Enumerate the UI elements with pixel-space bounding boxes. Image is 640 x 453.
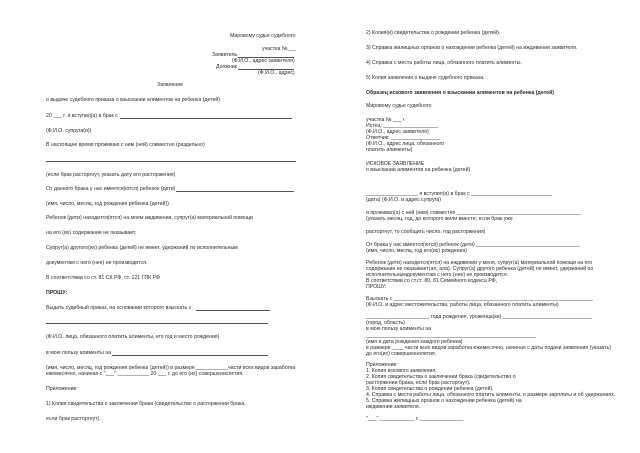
claim-attachment-3: 3. Копия свидетельства о рождении ребенка (детей). (366, 386, 494, 392)
sample-title: Образец искового заявления о взыскании алиментов на ребенка (детей) (366, 90, 554, 96)
claim-child-line: ___________________________________________________________ (366, 333, 537, 339)
claim-attachments-heading: Приложение: (366, 362, 398, 368)
payer-hint: (Ф.И.О. лица, обязанного платить алименты, его год и место рождения) (46, 334, 220, 340)
children-statement: От данного брака у нас имеется(ются) ребенок (дети) (46, 186, 176, 192)
claim-amount: в размере ____ части всех видов заработка ежемесячно, начиная с даты подачи заявления (указать) (366, 345, 612, 351)
sample-addressee: Мировому судье судебного (366, 103, 432, 109)
claim-attachment-2: 2. Копия свидетельства о заключении брака (свидетельство о (366, 374, 516, 380)
claim-title: ИСКОВОЕ ЗАЯВЛЕНИЕ (366, 161, 425, 167)
document-heading: Заявление (157, 82, 184, 88)
claim-attachment-5-cont: иждивении заявителя. (366, 404, 421, 410)
claim-dependency: Ребенок (дети) находится(ятся) на иждивении у меня, супруг(а) материальной помощи на его (366, 260, 593, 266)
plaintiff-label: Истец: ___________________ (366, 123, 439, 129)
claim-children: От брака у нас имеется(ются) ребенок (дети) ____________________________________ (366, 242, 581, 248)
payer-details-line (46, 323, 268, 324)
claim-attachment-4: 4. Справка с места работы лица, обязанного платить алименты, о размере зарплаты и об удержаниях. (366, 392, 616, 398)
claim-recover-hint: (Ф.И.О. и адрес местожительства, работы лица, обязанного платить алименты) (366, 302, 559, 308)
attachment-2: 2) Копия(и) свидетельства о рождении ребенка (детей). (366, 30, 501, 36)
claim-cohabitation-hint: (указать месяц, год, до которого жили вместе; если брак уже (366, 216, 513, 222)
attachment-3: 3) Справка жилищных органов о нахождении ребенка (детей) на иждивении заявителя. (366, 45, 578, 51)
court-district: участка №___ (262, 46, 297, 52)
sample-claim-page (320, 0, 640, 453)
claim-attachment-5: 5. Справка жилищных органов о нахождении ребенка (детей) на (366, 398, 522, 404)
divorce-hint: (если брак расторгнут, указать дату его расторжения) (46, 172, 176, 178)
attachments-heading: Приложение: (46, 386, 78, 392)
claim-dependency-3: исполнительнымдокументам с него (нее) не производится. (366, 272, 509, 278)
addressee: Мировому судье судебного (230, 33, 296, 39)
plaintiff-hint: (Ф.И.О., адрес заявителя) (366, 129, 429, 135)
debtor-hint: (Ф.И.О., адрес) (258, 70, 295, 76)
no-other-children: Супруг(а) другого(их) ребенка (детей) не имеет, удержаний по исполнительным (46, 245, 238, 251)
attachment-5: 5) Копия заявления о выдаче судебного приказа. (366, 75, 485, 81)
children-hint: (имя, число, месяц, год рождения ребенка (детей)) (46, 201, 169, 207)
sample-district: участка № ___ г (366, 117, 405, 123)
claim-cohabitation: и проживал(а) с ней (ним) совместно ___________________________________________ (366, 210, 581, 216)
applicant-label: Заявитель (212, 52, 238, 58)
claim-children-hint: (имя, число, месяц, год его(их) рождения) (366, 248, 467, 254)
claim-subtitle: о взыскании алиментов на ребенка (детей) (366, 167, 471, 173)
request-text: Выдать судебный приказ, на основании которого взыскать с (46, 305, 192, 311)
signature-date-line: "___" ____________ г. _______________ (366, 416, 464, 422)
legal-basis: В соответствии со ст. 81 СК РФ, ст. 121 ГПК РФ (46, 275, 160, 281)
claim-dependency-2: содержание не оказывает(ал, ала). Супруг(а) другого ребенка (детей) не имеет, удержаний по (366, 266, 594, 272)
claim-child-hint: (имя и дата рождения каждого ребенка) (366, 339, 463, 345)
spouse-line (120, 118, 292, 119)
claim-birth-hint: (город, область) (366, 320, 405, 326)
defendant-label: Ответчик: _________________ (366, 135, 440, 141)
payer-line (196, 310, 270, 311)
claim-recover-from: Взыскать с _____________________________________________________________________ (366, 296, 593, 302)
child-line (112, 355, 268, 356)
dependency-statement: Ребенок (дети) находится(ятся) на моем иждивении, супруг(а) материальной помощи (46, 215, 253, 221)
attachment-1: 1) Копия свидетельства о заключении брака (свидетельство о расторжении брака, (46, 401, 246, 407)
claim-request-heading: ПРОШУ: (366, 284, 387, 290)
claim-divorce: расторгнут, то сообщить число, год расторжения) (366, 229, 486, 235)
claim-legal-basis: В соответствии со ст.ст. 80, 81 Семейного кодекса РФ, (366, 278, 498, 284)
document-subheading: о выдаче судебного приказа о взыскании алиментов на ребенка (детей) (46, 97, 221, 103)
marriage-statement: 20 ___ г. я вступил(а) в брак с (46, 113, 118, 119)
divorce-line (46, 161, 296, 162)
alimony-start: ежемесячно, начиная с "___" ___________ 20 ___ г. до его (их) совершеннолетия. (46, 371, 244, 377)
dependency-statement-cont: на его (их) содержание не оказывает. (46, 230, 137, 236)
defendant-hint-cont: платить алименты) (366, 147, 413, 153)
no-other-children-cont: документам с него (нее) не производится. (46, 260, 148, 266)
claim-attachment-2-cont: расторжении брака, если брак расторгнут). (366, 380, 471, 386)
spouse-hint: (Ф.И.О. супруга(и)) (46, 128, 92, 134)
claim-marriage-hint: (дата) (Ф.И.О. и адрес супруга) (366, 197, 441, 203)
claim-birth: ______________________ года рождения, уроженца(ки) _______________________________ (366, 314, 593, 320)
attachment-4: 4) Справка с места работы лица, обязанного платить алименты. (366, 60, 522, 66)
defendant-hint: (Ф.И.О., адрес лица, обязанного (366, 141, 445, 147)
claim-attachment-1: 1. Копия искового заявления. (366, 368, 437, 374)
claim-alimony-for: в мою пользу алименты на (366, 326, 432, 332)
request-heading: ПРОШУ: (46, 290, 68, 296)
alimony-amount: (имя, число, месяц, год рождения ребенка (детей)) в размере ___________части всех видов заработка (46, 365, 296, 371)
children-line (176, 191, 294, 192)
attachment-1-cont: если брак расторгнут). (46, 416, 101, 422)
alimony-for: в мою пользу алименты на (46, 350, 112, 356)
debtor-label: Должник (216, 64, 237, 70)
residence-statement: В настоящее время проживаю с ним (ней) совместно (раздельно) (46, 142, 205, 148)
applicant-hint: (Ф.И.О., адрес заявителя) (232, 58, 295, 64)
claim-amount-cont: до его(их) совершеннолетия. (366, 351, 437, 357)
claim-marriage: __________________ я вступил(а) в брак с ____________________________ (366, 191, 552, 197)
